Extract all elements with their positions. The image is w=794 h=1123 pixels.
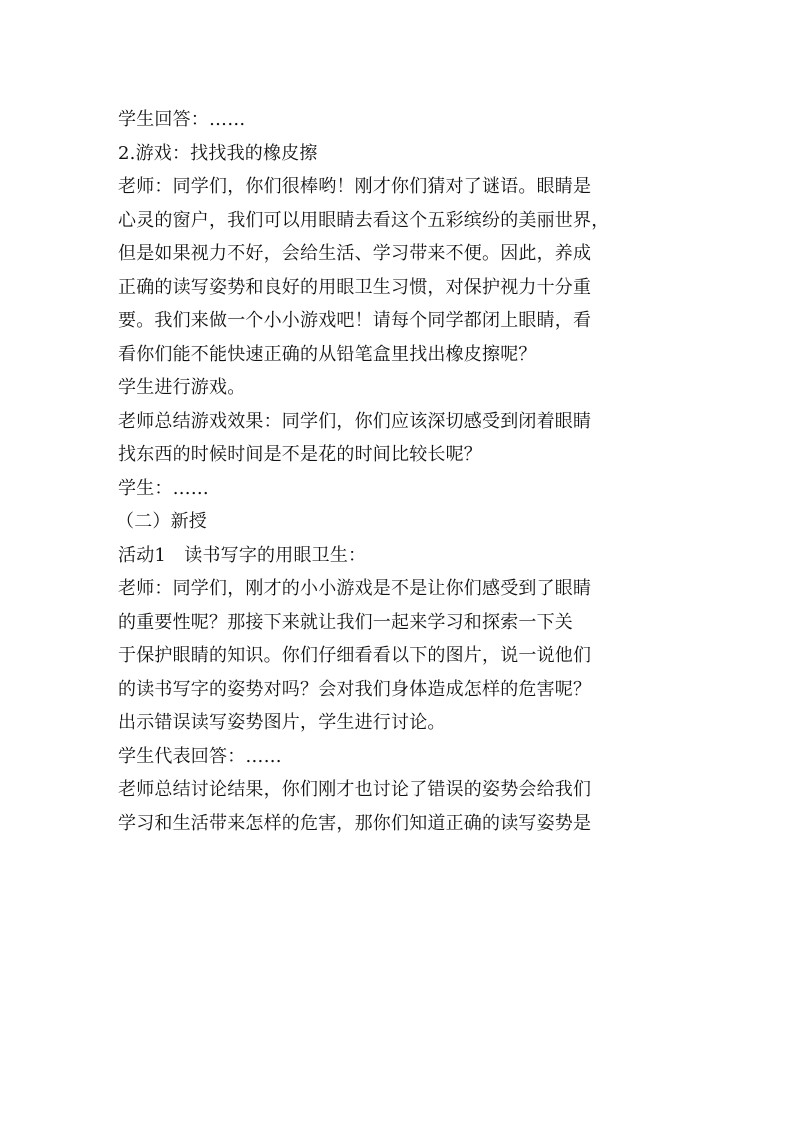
text-line: 学生：…… xyxy=(118,477,209,499)
text-line: 于保护眼睛的知识。你们仔细看看以下的图片，说一说他们 xyxy=(118,645,592,666)
text-line: 出示错误读写姿势图片，学生进行讨论。 xyxy=(118,712,446,733)
text-line: 的读书写字的姿势对吗？会对我们身体造成怎样的危害呢？ xyxy=(118,678,592,700)
activity-heading: 活动1 读书写字的用眼卫生： xyxy=(118,544,367,566)
text-line: 学生进行游戏。 xyxy=(118,377,246,398)
text-line: 老师：同学们，刚才的小小游戏是不是让你们感受到了眼睛 xyxy=(118,578,592,599)
section-heading: （二）新授 xyxy=(116,511,207,532)
text-line: 学生代表回答：…… xyxy=(118,745,282,767)
text-line: 看你们能不能快速正确的从铅笔盒里找出橡皮擦呢？ xyxy=(118,343,537,365)
text-line: 学习和生活带来怎样的危害，那你们知道正确的读写姿势是 xyxy=(118,812,592,834)
section-heading: 2.游戏：找找我的橡皮擦 xyxy=(118,142,318,164)
text-line: 学生回答：…… xyxy=(118,109,246,130)
text-line: 要。我们来做一个小小游戏吧！请每个同学都闭上眼睛，看 xyxy=(118,310,592,331)
text-line: 但是如果视力不好，会给生活、学习带来不便。因此，养成 xyxy=(118,243,592,264)
text-line: 的重要性呢？那接下来就让我们一起来学习和探索一下关 xyxy=(118,611,573,633)
text-line: 老师总结讨论结果，你们刚才也讨论了错误的姿势会给我们 xyxy=(118,779,592,800)
text-line: 找东西的时候时间是不是花的时间比较长呢？ xyxy=(118,444,482,465)
text-line: 老师：同学们，你们很棒哟！刚才你们猜对了谜语。眼睛是 xyxy=(118,176,592,197)
document-body xyxy=(118,103,678,840)
text-line: 老师总结游戏效果：同学们，你们应该深切感受到闭着眼睛 xyxy=(118,410,592,432)
text-line: 心灵的窗户，我们可以用眼睛去看这个五彩缤纷的美丽世界， xyxy=(118,209,610,231)
text-line: 正确的读写姿势和良好的用眼卫生习惯，对保护视力十分重 xyxy=(118,276,592,298)
